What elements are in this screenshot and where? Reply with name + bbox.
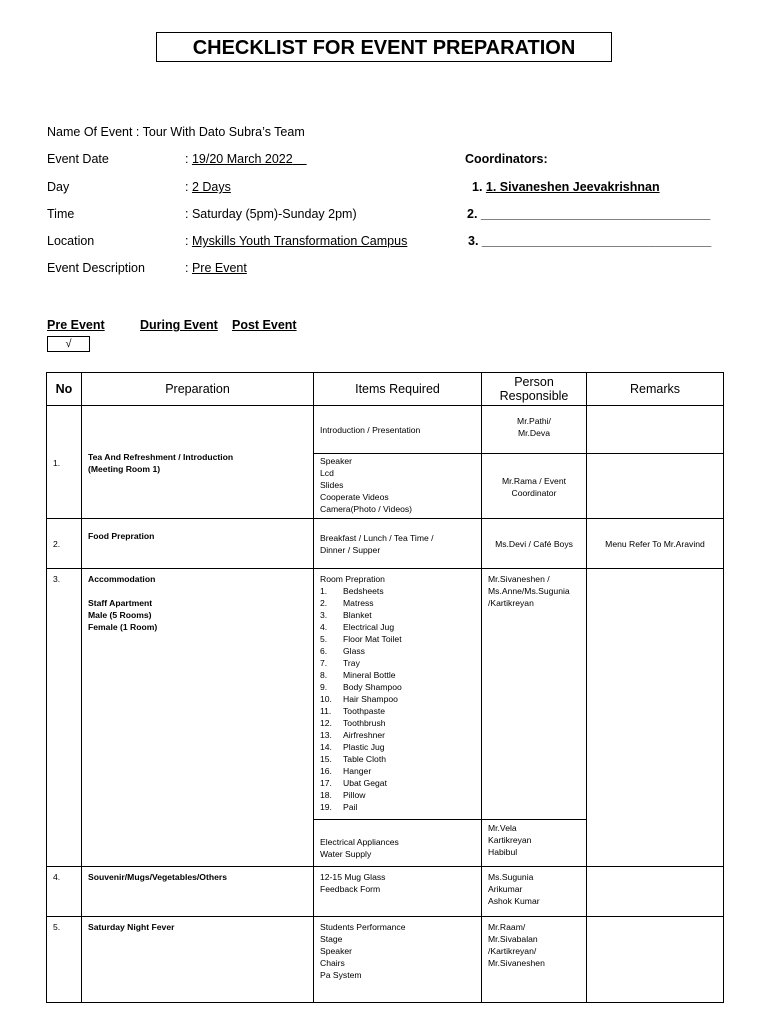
room-item-label: Pillow: [343, 790, 366, 800]
row3-remarks: [587, 569, 724, 867]
coordinator-1: 1. 1. Sivaneshen Jeevakrishnan: [472, 180, 660, 194]
row1-item-lcd: Lcd: [320, 468, 334, 478]
row1-item-videos: Cooperate Videos: [320, 492, 389, 502]
room-item-label: Tray: [343, 658, 360, 668]
room-item-number: 15.: [320, 754, 332, 764]
row5-items-cell: [314, 917, 482, 1003]
table-header-row: [47, 373, 724, 406]
table-row: [47, 519, 724, 569]
table-row: [47, 867, 724, 917]
room-item: [320, 597, 475, 609]
room-item: [320, 633, 475, 645]
room-item-number: 9.: [320, 682, 328, 692]
row1-items-a-cell: [314, 406, 482, 454]
room-item: [320, 729, 475, 741]
phase-pre-event: Pre Event: [47, 318, 105, 332]
event-date-value: : 19/20 March 2022: [185, 152, 293, 166]
row4-prep: Souvenir/Mugs/Vegetables/Others: [88, 872, 227, 882]
room-item-label: Toothpaste: [343, 706, 386, 716]
room-item: [320, 621, 475, 633]
row1-no: 1.: [53, 457, 61, 468]
row3-person-a-cell: [482, 569, 587, 820]
room-item: [320, 741, 475, 753]
row2-prep-cell: [82, 519, 314, 569]
room-item-label: Table Cloth: [343, 754, 386, 764]
row5-item-speaker: Speaker: [320, 946, 353, 956]
row3-item-water: Water Supply: [320, 849, 372, 859]
row5-prep-cell: [82, 917, 314, 1003]
row1-no-cell: [47, 406, 82, 519]
room-item-label: Pail: [343, 802, 358, 812]
row3-prep-cell: [82, 569, 314, 867]
room-item: [320, 789, 475, 801]
row5-item-stage: Stage: [320, 934, 343, 944]
header-items-required: Items Required: [314, 373, 482, 406]
room-item-label: Floor Mat Toilet: [343, 634, 402, 644]
coordinator-3: 3. _________________________________: [468, 234, 712, 248]
row2-items-line2: Dinner / Supper: [320, 545, 381, 555]
row4-person-cell: [482, 867, 587, 917]
row1-person-b-line2: Coordinator: [511, 487, 557, 498]
preparation-table: [46, 372, 724, 1003]
row1-item-slides: Slides: [320, 480, 344, 490]
room-item-number: 17.: [320, 778, 332, 788]
row5-person-line4: Mr.Sivaneshen: [488, 958, 545, 968]
row3-no-cell: [47, 569, 82, 867]
room-item: [320, 693, 475, 705]
row3-person-a-line2: Ms.Anne/Ms.Sugunia: [488, 586, 570, 596]
row1-person-b-cell: [482, 454, 587, 519]
header-remarks: Remarks: [587, 373, 724, 406]
room-item-number: 13.: [320, 730, 332, 740]
row3-items-cell: [314, 569, 482, 820]
room-item: [320, 777, 475, 789]
row2-person: Ms.Devi / Café Boys: [495, 539, 573, 549]
room-item-label: Bedsheets: [343, 586, 384, 596]
event-time-label: Time: [47, 207, 75, 221]
event-day-value: : 2 Days: [185, 180, 231, 194]
row1-remarks-b: [587, 454, 724, 519]
room-item: [320, 681, 475, 693]
room-item: [320, 657, 475, 669]
room-item-number: 12.: [320, 718, 332, 728]
row4-item-mug: 12-15 Mug Glass: [320, 872, 386, 882]
event-description-value: : Pre Event: [185, 261, 247, 275]
row5-no-cell: [47, 917, 82, 1003]
event-description-label: Event Description: [47, 261, 145, 275]
row1-items-b-cell: [314, 454, 482, 519]
row1-person-b-line1: Mr.Rama / Event: [502, 475, 566, 486]
row2-person-cell: [482, 519, 587, 569]
row4-person-line1: Ms.Sugunia: [488, 872, 534, 882]
room-item-label: Ubat Gegat: [343, 778, 387, 788]
row5-person-line2: Mr.Sivabalan: [488, 934, 538, 944]
phase-post-event: Post Event: [232, 318, 297, 332]
room-item-label: Blanket: [343, 610, 372, 620]
row1-items-a: Introduction / Presentation: [320, 425, 421, 435]
row1-item-camera: Camera(Photo / Videos): [320, 504, 413, 514]
phase-during-event: During Event: [140, 318, 218, 332]
document-title: CHECKLIST FOR EVENT PREPARATION: [156, 32, 612, 62]
row4-prep-cell: [82, 867, 314, 917]
room-item: [320, 705, 475, 717]
row2-no-cell: [47, 519, 82, 569]
row4-item-feedback: Feedback Form: [320, 884, 381, 894]
room-item-number: 10.: [320, 694, 332, 704]
room-item: [320, 609, 475, 621]
row1-person-a-line1: Mr.Pathi/: [517, 416, 551, 426]
row1-item-speaker: Speaker: [320, 456, 353, 466]
row4-remarks: [587, 867, 724, 917]
row4-person-line3: Ashok Kumar: [488, 896, 540, 906]
row1-prep-cell: [82, 406, 314, 519]
row1-person-a-line2: Mr.Deva: [518, 428, 550, 438]
row4-person-line2: Arikumar: [488, 884, 523, 894]
row4-no-cell: [47, 867, 82, 917]
row5-person-line3: /Kartikreyan/: [488, 946, 537, 956]
room-item-label: Glass: [343, 646, 365, 656]
room-item-number: 2.: [320, 598, 328, 608]
room-item-label: Airfreshner: [343, 730, 386, 740]
row3-prep-male: Male (5 Rooms): [88, 610, 152, 620]
room-item: [320, 765, 475, 777]
room-item-number: 18.: [320, 790, 332, 800]
row5-remarks: [587, 917, 724, 1003]
row2-items-cell: [314, 519, 482, 569]
coordinator-2: 2. _________________________________: [467, 207, 711, 221]
room-item-number: 1.: [320, 586, 328, 596]
row2-items-line1: Breakfast / Lunch / Tea Time /: [320, 533, 434, 543]
row5-person-cell: [482, 917, 587, 1003]
room-item: [320, 645, 475, 657]
row3-person-a-line3: /Kartikreyan: [488, 598, 534, 608]
row1-prep-line1: Tea And Refreshment / Introduction: [88, 451, 234, 462]
room-item-number: 16.: [320, 766, 332, 776]
row3-person-b-line2: Kartikreyan: [488, 835, 532, 845]
row1-prep-line2: (Meeting Room 1): [88, 463, 161, 474]
table-row: [47, 406, 724, 454]
event-date-label: Event Date: [47, 152, 109, 166]
room-item: [320, 669, 475, 681]
room-item: [320, 585, 475, 597]
header-preparation: Preparation: [82, 373, 314, 406]
room-item-number: 6.: [320, 646, 328, 656]
row3-prep-accommodation: Accommodation: [88, 574, 156, 584]
room-items-list: [320, 585, 475, 813]
room-item-label: Plastic Jug: [343, 742, 385, 752]
coordinators-heading: Coordinators:: [465, 152, 548, 166]
row3-person-b-line3: Habibul: [488, 847, 518, 857]
row2-prep: Food Prepration: [88, 531, 155, 541]
room-item-number: 19.: [320, 802, 332, 812]
room-item-label: Hair Shampoo: [343, 694, 398, 704]
row2-remarks: Menu Refer To Mr.Aravind: [605, 539, 705, 549]
room-item-label: Body Shampoo: [343, 682, 402, 692]
room-item-label: Mineral Bottle: [343, 670, 396, 680]
table-row: [47, 917, 724, 1003]
room-item-label: Electrical Jug: [343, 622, 395, 632]
row5-person-line1: Mr.Raam/: [488, 922, 526, 932]
room-item: [320, 801, 475, 813]
event-name: Name Of Event : Tour With Dato Subra’s Team: [47, 125, 305, 139]
room-item: [320, 717, 475, 729]
room-item-number: 7.: [320, 658, 328, 668]
header-person-responsible: Person Responsible: [482, 373, 587, 406]
row1-person-a-cell: [482, 406, 587, 454]
event-location-value: : Myskills Youth Transformation Campus: [185, 234, 408, 248]
row2-remarks-cell: [587, 519, 724, 569]
row2-no: 2.: [53, 539, 61, 549]
row3-person-b-cell: [482, 820, 587, 867]
event-time-value: : Saturday (5pm)-Sunday 2pm): [185, 207, 357, 221]
room-item-number: 11.: [320, 706, 332, 716]
room-item-number: 3.: [320, 610, 328, 620]
room-item-label: Toothbrush: [343, 718, 386, 728]
room-item-label: Hanger: [343, 766, 372, 776]
row3-prep-female: Female (1 Room): [88, 622, 158, 632]
row3-no: 3.: [53, 574, 61, 584]
row3-prep-staff: Staff Apartment: [88, 598, 153, 608]
row5-item-pa-system: Pa System: [320, 970, 362, 980]
table-row: [47, 569, 724, 820]
row3-items-b-spacer: [320, 824, 475, 836]
row3-item-electrical: Electrical Appliances: [320, 837, 399, 847]
room-item-number: 14.: [320, 742, 332, 752]
room-item-label: Matress: [343, 598, 374, 608]
event-location-label: Location: [47, 234, 95, 248]
pre-event-tick-box: √: [47, 336, 90, 352]
row3-items-heading: Room Prepration: [320, 574, 385, 584]
header-no: No: [47, 373, 82, 406]
room-item-number: 5.: [320, 634, 328, 644]
row5-prep: Saturday Night Fever: [88, 922, 175, 932]
row3-person-b-line1: Mr.Vela: [488, 823, 517, 833]
row3-person-a-line1: Mr.Sivaneshen /: [488, 574, 550, 584]
row4-no: 4.: [53, 872, 61, 882]
event-day-label: Day: [47, 180, 70, 194]
row5-item-performance: Students Performance: [320, 922, 406, 932]
row5-item-chairs: Chairs: [320, 958, 345, 968]
row4-items-cell: [314, 867, 482, 917]
row1-remarks-a: [587, 406, 724, 454]
row3-items-b-cell: [314, 820, 482, 867]
row5-no: 5.: [53, 922, 61, 932]
room-item-number: 4.: [320, 622, 328, 632]
room-item: [320, 753, 475, 765]
row3-prep-spacer: [88, 585, 307, 597]
room-item-number: 8.: [320, 670, 328, 680]
